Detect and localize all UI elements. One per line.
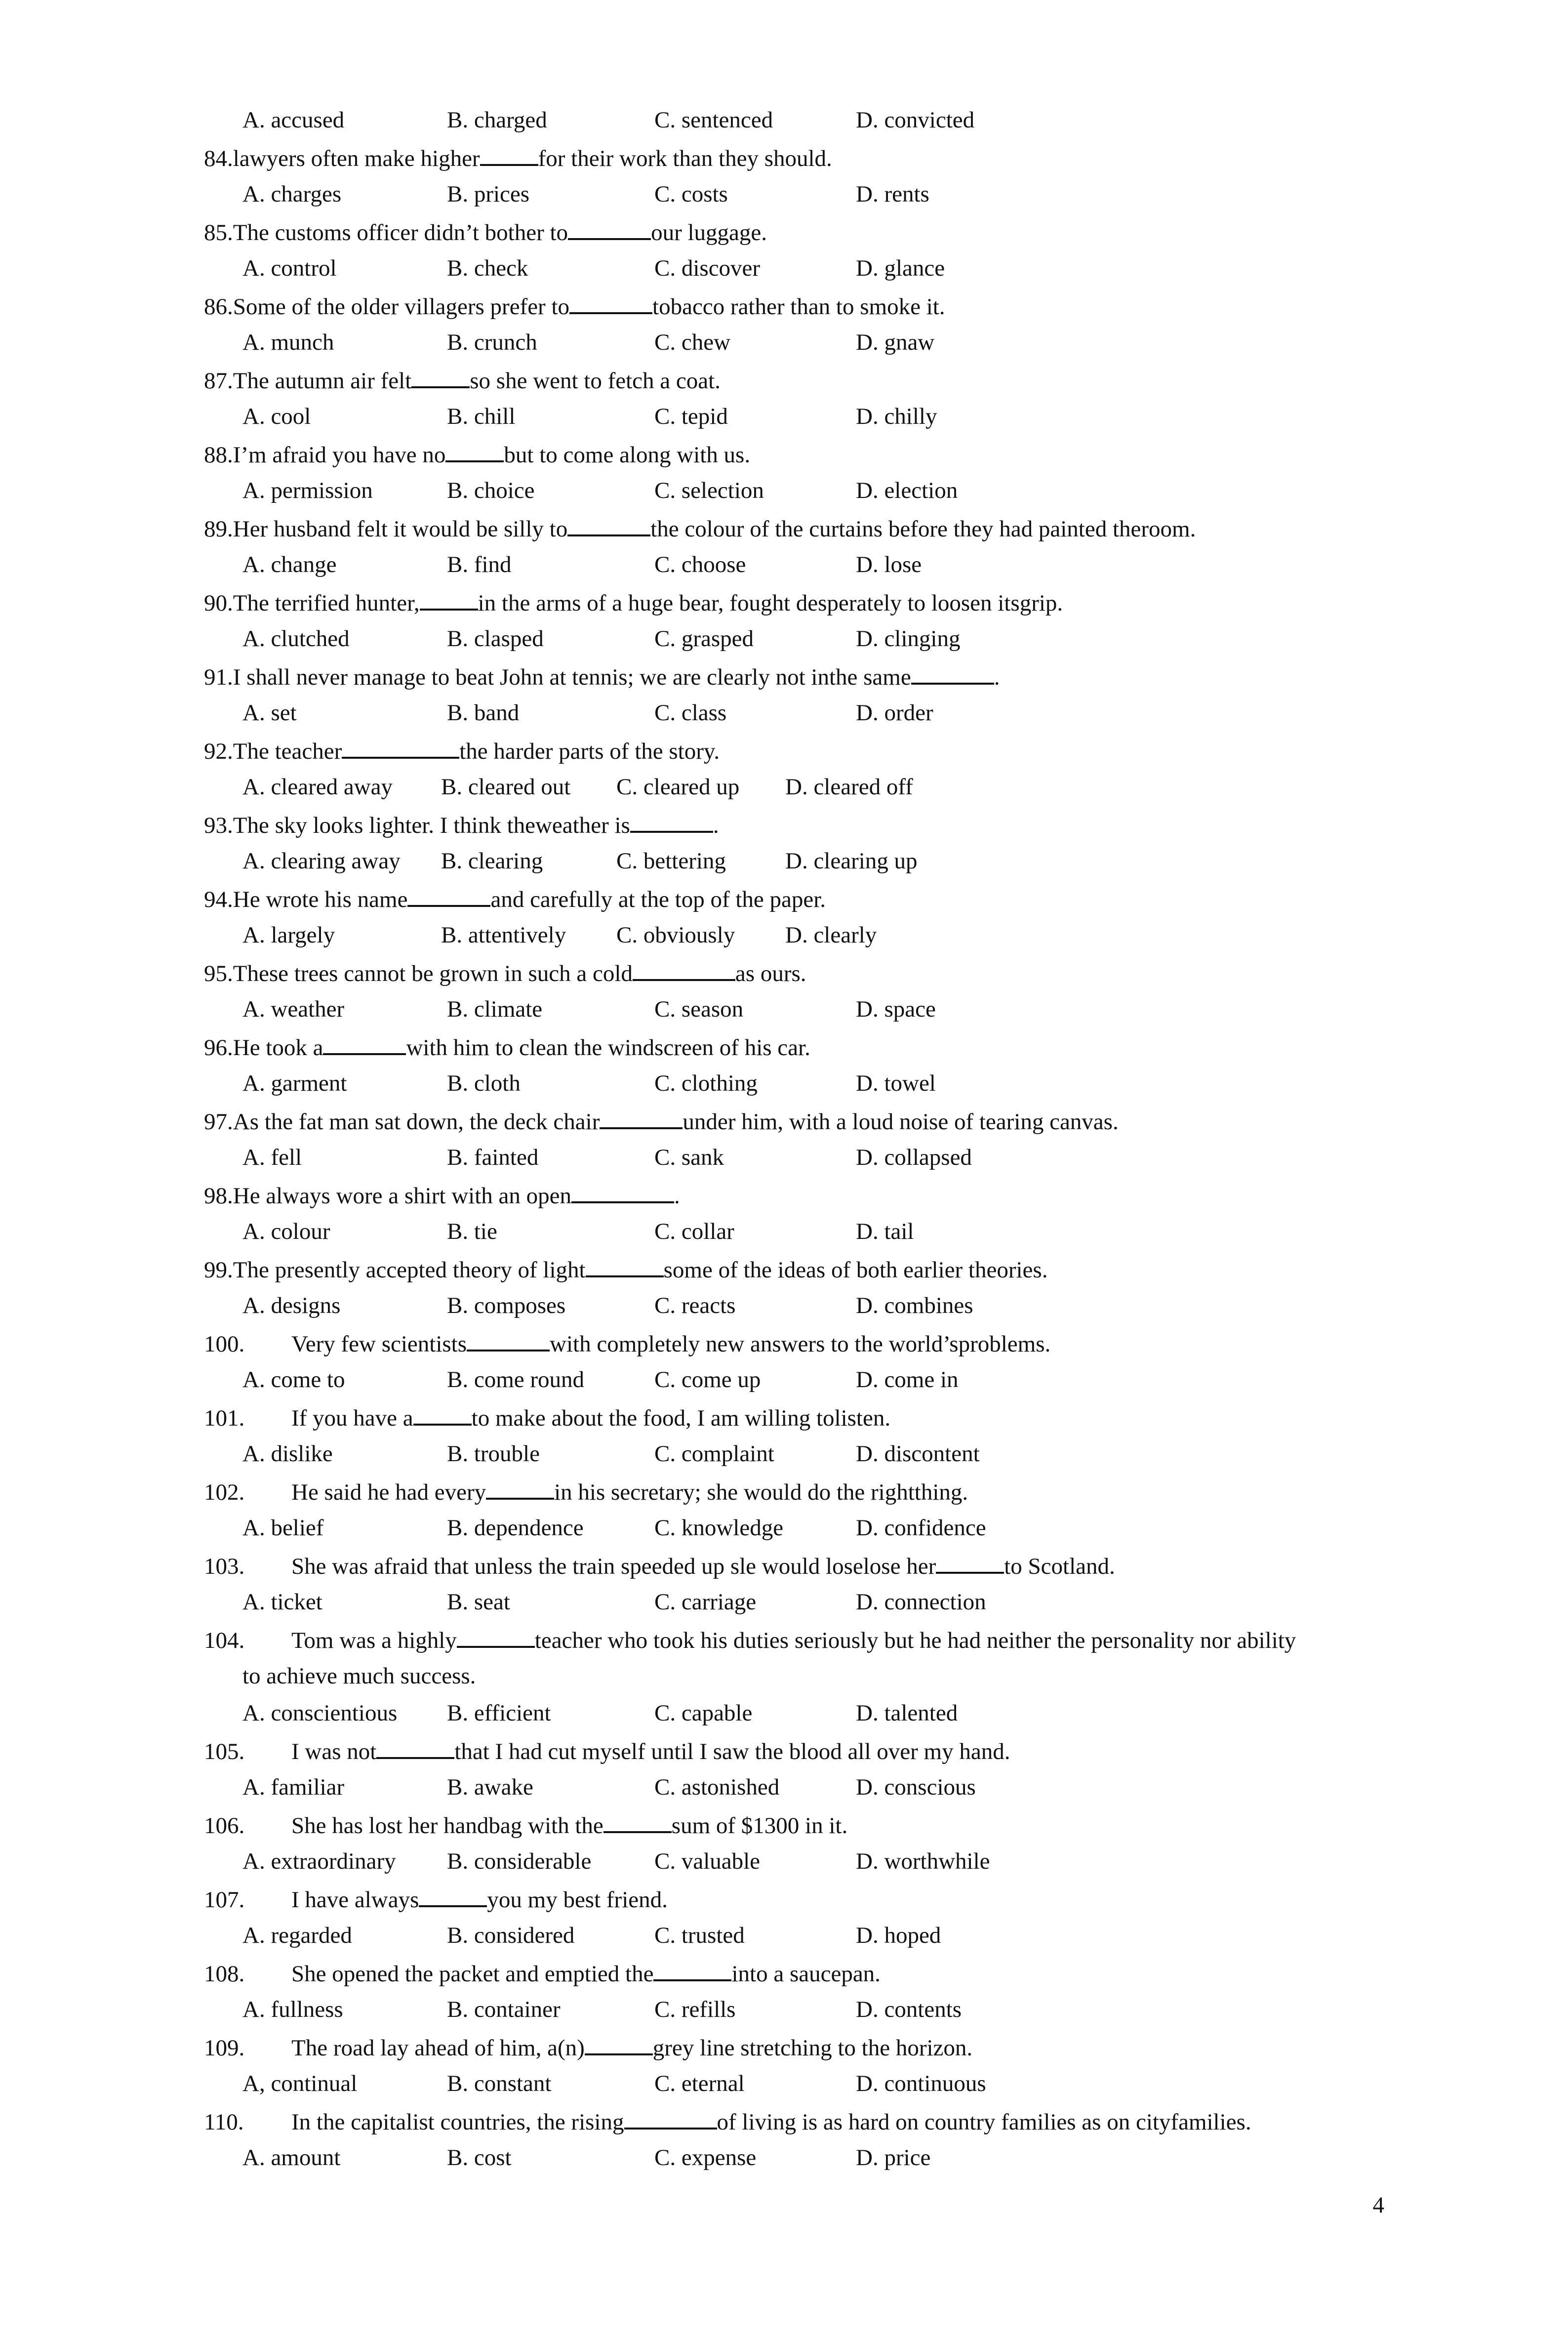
option-q104-d: D. talented [856, 1700, 958, 1726]
option-q92-a: A. cleared away [242, 774, 393, 800]
option-q94-a: A. largely [242, 922, 335, 948]
option-q84-c: C. costs [654, 181, 728, 207]
question-text: I have always [291, 1887, 419, 1913]
question-text: teacher who took his duties seriously but he had neither the personality nor ability [534, 1628, 1296, 1653]
question-text: that I had cut myself until I saw the blood all over my hand. [454, 1739, 1010, 1764]
question-text: In the capitalist countries, the rising [291, 2109, 624, 2135]
question-number: 107. [204, 1887, 245, 1913]
question-text: under him, with a loud noise of tearing canvas. [683, 1109, 1119, 1135]
option-q109-c: C. eternal [654, 2071, 745, 2096]
answer-blank [342, 735, 459, 759]
answer-blank [376, 1735, 454, 1759]
question-number: 88. [204, 442, 233, 468]
option-q102-d: D. confidence [856, 1515, 986, 1541]
option-q107-d: D. hoped [856, 1923, 941, 1948]
question-text: the colour of the curtains before they had painted theroom. [650, 516, 1196, 542]
question-text: in the arms of a huge bear, fought desperately to loosen itsgrip. [478, 590, 1063, 616]
question-101 [204, 1402, 890, 1433]
question-84 [204, 142, 832, 173]
question-number: 100. [204, 1331, 245, 1357]
option-q92-b: B. cleared out [441, 774, 571, 800]
option-q84-b: B. prices [447, 181, 530, 207]
question-number: 101. [204, 1405, 245, 1431]
option-q110-d: D. price [856, 2145, 931, 2170]
option-q95-d: D. space [856, 996, 936, 1022]
option-q106-a: A. extraordinary [242, 1848, 396, 1874]
option-q88-a: A. permission [242, 478, 373, 503]
option-q83-b: B. charged [447, 107, 547, 133]
option-q104-a: A. conscientious [242, 1700, 398, 1726]
option-q106-d: D. worthwhile [856, 1848, 990, 1874]
question-98 [204, 1180, 680, 1211]
option-q87-c: C. tepid [654, 404, 728, 429]
question-number: 109. [204, 2035, 245, 2061]
question-text: to make about the food, I am willing tolisten. [471, 1405, 891, 1431]
question-text: for their work than they should. [538, 146, 832, 171]
question-96 [204, 1031, 810, 1063]
question-95 [204, 957, 806, 988]
question-text: She was afraid that unless the train speeded up sle would loselose her [291, 1554, 936, 1579]
option-q99-d: D. combines [856, 1293, 973, 1318]
question-text: The sky looks lighter. I think theweather is [233, 813, 630, 838]
answer-blank [467, 1328, 550, 1351]
option-q104-b: B. efficient [447, 1700, 551, 1726]
question-text: She opened the packet and emptied the [291, 1961, 654, 1987]
option-q85-d: D. glance [856, 255, 945, 281]
question-text: The teacher [233, 738, 342, 764]
option-q85-a: A. control [242, 255, 337, 281]
option-q103-a: A. ticket [242, 1589, 322, 1615]
question-text: so she went to fetch a coat. [470, 368, 721, 394]
option-q88-c: C. selection [654, 478, 764, 503]
question-text: to Scotland. [1004, 1554, 1115, 1579]
question-number: 86. [204, 294, 233, 320]
option-q95-c: C. season [654, 996, 744, 1022]
question-number: 102. [204, 1479, 245, 1505]
option-q105-a: A. familiar [242, 1774, 345, 1800]
option-q97-d: D. collapsed [856, 1145, 972, 1170]
option-q90-c: C. grasped [654, 626, 754, 652]
question-text: He always wore a shirt with an open [233, 1183, 571, 1209]
question-88 [204, 439, 750, 470]
answer-blank [585, 2032, 653, 2055]
answer-blank [413, 1402, 472, 1426]
option-q90-b: B. clasped [447, 626, 544, 652]
option-q85-b: B. check [447, 255, 528, 281]
answer-blank [603, 1809, 672, 1833]
answer-blank [630, 809, 713, 833]
question-number: 104. [204, 1628, 245, 1653]
option-q89-c: C. choose [654, 552, 746, 577]
option-q87-a: A. cool [242, 404, 311, 429]
question-110 [204, 2106, 1251, 2137]
question-93 [204, 809, 719, 840]
option-q94-d: D. clearly [785, 922, 877, 948]
question-number: 96. [204, 1035, 233, 1061]
question-text: Very few scientists [291, 1331, 467, 1357]
question-89 [204, 513, 1196, 544]
option-q110-c: C. expense [654, 2145, 757, 2170]
option-q103-b: B. seat [447, 1589, 510, 1615]
option-q102-a: A. belief [242, 1515, 324, 1541]
option-q83-d: D. convicted [856, 107, 975, 133]
question-text: These trees cannot be grown in such a cold [233, 961, 633, 986]
question-text: The presently accepted theory of light [233, 1257, 586, 1283]
question-text: the harder parts of the story. [459, 738, 720, 764]
option-q97-c: C. sank [654, 1145, 724, 1170]
question-number: 98. [204, 1183, 233, 1209]
question-number: 84. [204, 146, 233, 171]
option-q92-d: D. cleared off [785, 774, 913, 800]
option-q91-b: B. band [447, 700, 520, 726]
option-q87-d: D. chilly [856, 404, 937, 429]
question-text: with him to clean the windscreen of his car. [406, 1035, 810, 1061]
question-number: 90. [204, 590, 233, 616]
question-text: as ours. [735, 961, 806, 986]
option-q101-c: C. complaint [654, 1441, 774, 1467]
answer-blank [571, 1180, 674, 1203]
question-number: 99. [204, 1257, 233, 1283]
answer-blank [569, 290, 652, 314]
option-q102-b: B. dependence [447, 1515, 584, 1541]
question-number: 89. [204, 516, 233, 542]
option-q92-c: C. cleared up [616, 774, 740, 800]
option-q89-d: D. lose [856, 552, 922, 577]
answer-blank [420, 587, 478, 611]
question-103 [204, 1550, 1115, 1581]
question-number: 95. [204, 961, 233, 986]
question-94 [204, 883, 826, 914]
option-q93-a: A. clearing away [242, 848, 401, 874]
question-text: our luggage. [651, 220, 767, 246]
answer-blank [411, 365, 470, 388]
option-q108-a: A. fullness [242, 1997, 343, 2022]
question-text: Tom was a highly [291, 1628, 457, 1653]
answer-blank [653, 1958, 731, 1981]
option-q94-b: B. attentively [441, 922, 566, 948]
option-q100-a: A. come to [242, 1367, 345, 1392]
question-number: 91. [204, 664, 233, 690]
option-q95-b: B. climate [447, 996, 543, 1022]
question-104 [204, 1624, 1296, 1655]
question-number: 103. [204, 1554, 245, 1579]
option-q91-c: C. class [654, 700, 727, 726]
option-q93-b: B. clearing [441, 848, 543, 874]
option-q97-a: A. fell [242, 1145, 302, 1170]
option-q100-d: D. come in [856, 1367, 959, 1392]
option-q105-d: D. conscious [856, 1774, 976, 1800]
option-q93-c: C. bettering [616, 848, 726, 874]
option-q86-b: B. crunch [447, 329, 537, 355]
answer-blank [567, 513, 650, 536]
question-87 [204, 365, 721, 396]
option-q84-a: A. charges [242, 181, 342, 207]
question-text: The customs officer didn’t bother to [233, 220, 568, 246]
option-q86-a: A. munch [242, 329, 334, 355]
question-106 [204, 1809, 847, 1841]
question-text: and carefully at the top of the paper. [490, 887, 826, 912]
question-text: of living is as hard on country families as on cityfamilies. [717, 2109, 1251, 2135]
option-q109-b: B. constant [447, 2071, 552, 2096]
question-text: sum of $1300 in it. [671, 1813, 848, 1839]
answer-blank [911, 661, 994, 685]
question-number: 97. [204, 1109, 233, 1135]
option-q90-d: D. clinging [856, 626, 961, 652]
answer-blank [486, 1476, 554, 1500]
option-q83-c: C. sentenced [654, 107, 773, 133]
option-q86-c: C. chew [654, 329, 731, 355]
answer-blank [624, 2106, 717, 2129]
answer-blank [633, 957, 735, 981]
option-q83-a: A. accused [242, 107, 345, 133]
question-text: Some of the older villagers prefer to [233, 294, 570, 320]
answer-blank [586, 1254, 664, 1277]
option-q96-a: A. garment [242, 1070, 347, 1096]
option-q103-c: C. carriage [654, 1589, 757, 1615]
answer-blank [457, 1624, 535, 1648]
question-text: The autumn air felt [233, 368, 412, 394]
option-q89-a: A. change [242, 552, 337, 577]
answer-blank [419, 1884, 487, 1907]
option-q84-d: D. rents [856, 181, 929, 207]
option-q101-a: A. dislike [242, 1441, 333, 1467]
question-text: He said he had every [291, 1479, 486, 1505]
option-q103-d: D. connection [856, 1589, 986, 1615]
question-text: Her husband felt it would be silly to [233, 516, 568, 542]
option-q106-c: C. valuable [654, 1848, 761, 1874]
question-108 [204, 1958, 881, 1989]
option-q110-b: B. cost [447, 2145, 512, 2170]
question-text: . [713, 813, 719, 838]
option-q107-a: A. regarded [242, 1923, 352, 1948]
option-q107-c: C. trusted [654, 1923, 745, 1948]
option-q98-b: B. tie [447, 1219, 497, 1244]
question-102 [204, 1476, 968, 1507]
question-text: grey line stretching to the horizon. [652, 2035, 973, 2061]
question-number: 92. [204, 738, 233, 764]
option-q101-b: B. trouble [447, 1441, 540, 1467]
answer-blank [480, 142, 538, 166]
question-number: 106. [204, 1813, 245, 1839]
question-number: 85. [204, 220, 233, 246]
question-91 [204, 661, 1000, 692]
question-text: with completely new answers to the world’sproblems. [550, 1331, 1051, 1357]
answer-blank [936, 1550, 1004, 1574]
question-text: I was not [291, 1739, 377, 1764]
question-number: 94. [204, 887, 233, 912]
question-text: . [994, 664, 1000, 690]
option-q102-c: C. knowledge [654, 1515, 784, 1541]
option-q89-b: B. find [447, 552, 512, 577]
option-q108-b: B. container [447, 1997, 561, 2022]
answer-blank [445, 439, 504, 462]
option-q96-b: B. cloth [447, 1070, 521, 1096]
option-q98-a: A. colour [242, 1219, 330, 1244]
question-number: 105. [204, 1739, 245, 1764]
option-q91-a: A. set [242, 700, 297, 726]
answer-blank [600, 1106, 683, 1129]
option-q88-b: B. choice [447, 478, 535, 503]
question-text: The road lay ahead of him, a(n) [291, 2035, 585, 2061]
question-number: 108. [204, 1961, 245, 1987]
question-text: into a saucepan. [731, 1961, 881, 1987]
option-q108-d: D. contents [856, 1997, 962, 2022]
question-97 [204, 1106, 1119, 1137]
question-text: . [674, 1183, 680, 1209]
option-q107-b: B. considered [447, 1923, 575, 1948]
option-q105-c: C. astonished [654, 1774, 780, 1800]
question-text: but to come along with us. [504, 442, 751, 468]
question-text: He wrote his name [233, 887, 408, 912]
question-text: I’m afraid you have no [233, 442, 446, 468]
question-text: The terrified hunter, [233, 590, 420, 616]
question-number: 110. [204, 2109, 244, 2135]
option-q86-d: D. gnaw [856, 329, 935, 355]
option-q98-c: C. collar [654, 1219, 734, 1244]
option-q95-a: A. weather [242, 996, 345, 1022]
answer-blank [407, 883, 490, 907]
option-q108-c: C. refills [654, 1997, 736, 2022]
question-text: I shall never manage to beat John at tennis; we are clearly not inthe same [233, 664, 911, 690]
option-q90-a: A. clutched [242, 626, 350, 652]
question-85 [204, 216, 767, 247]
question-text: She has lost her handbag with the [291, 1813, 603, 1839]
answer-blank [568, 216, 651, 240]
option-q99-a: A. designs [242, 1293, 341, 1318]
answer-blank [323, 1031, 406, 1055]
option-q94-c: C. obviously [616, 922, 735, 948]
question-text: As the fat man sat down, the deck chair [233, 1109, 600, 1135]
option-q91-d: D. order [856, 700, 933, 726]
question-number: 87. [204, 368, 233, 394]
question-continuation: to achieve much success. [242, 1663, 476, 1689]
option-q87-b: B. chill [447, 404, 516, 429]
question-86 [204, 290, 945, 322]
question-text: you my best friend. [487, 1887, 668, 1913]
question-text: some of the ideas of both earlier theories. [663, 1257, 1048, 1283]
question-105 [204, 1735, 1010, 1766]
question-90 [204, 587, 1063, 618]
option-q96-d: D. towel [856, 1070, 936, 1096]
option-q110-a: A. amount [242, 2145, 341, 2170]
question-text: tobacco rather than to smoke it. [652, 294, 945, 320]
option-q101-d: D. discontent [856, 1441, 980, 1467]
option-q93-d: D. clearing up [785, 848, 918, 874]
question-99 [204, 1254, 1047, 1285]
option-q97-b: B. fainted [447, 1145, 539, 1170]
option-q109-d: D. continuous [856, 2071, 986, 2096]
option-q85-c: C. discover [654, 255, 761, 281]
option-q109-a: A, continual [242, 2071, 358, 2096]
option-q99-b: B. composes [447, 1293, 566, 1318]
question-text: If you have a [291, 1405, 413, 1431]
option-q99-c: C. reacts [654, 1293, 736, 1318]
question-100 [204, 1328, 1050, 1359]
option-q100-b: B. come round [447, 1367, 585, 1392]
option-q98-d: D. tail [856, 1219, 914, 1244]
option-q100-c: C. come up [654, 1367, 761, 1392]
option-q105-b: B. awake [447, 1774, 533, 1800]
question-text: He took a [233, 1035, 323, 1061]
question-107 [204, 1884, 668, 1915]
option-q96-c: C. clothing [654, 1070, 758, 1096]
question-92 [204, 735, 720, 766]
option-q88-d: D. election [856, 478, 958, 503]
question-109 [204, 2032, 972, 2063]
option-q104-c: C. capable [654, 1700, 753, 1726]
option-q106-b: B. considerable [447, 1848, 592, 1874]
page-number: 4 [1372, 2192, 1384, 2218]
question-text: lawyers often make higher [233, 146, 480, 171]
question-number: 93. [204, 813, 233, 838]
question-text: in his secretary; she would do the rightthing. [554, 1479, 968, 1505]
